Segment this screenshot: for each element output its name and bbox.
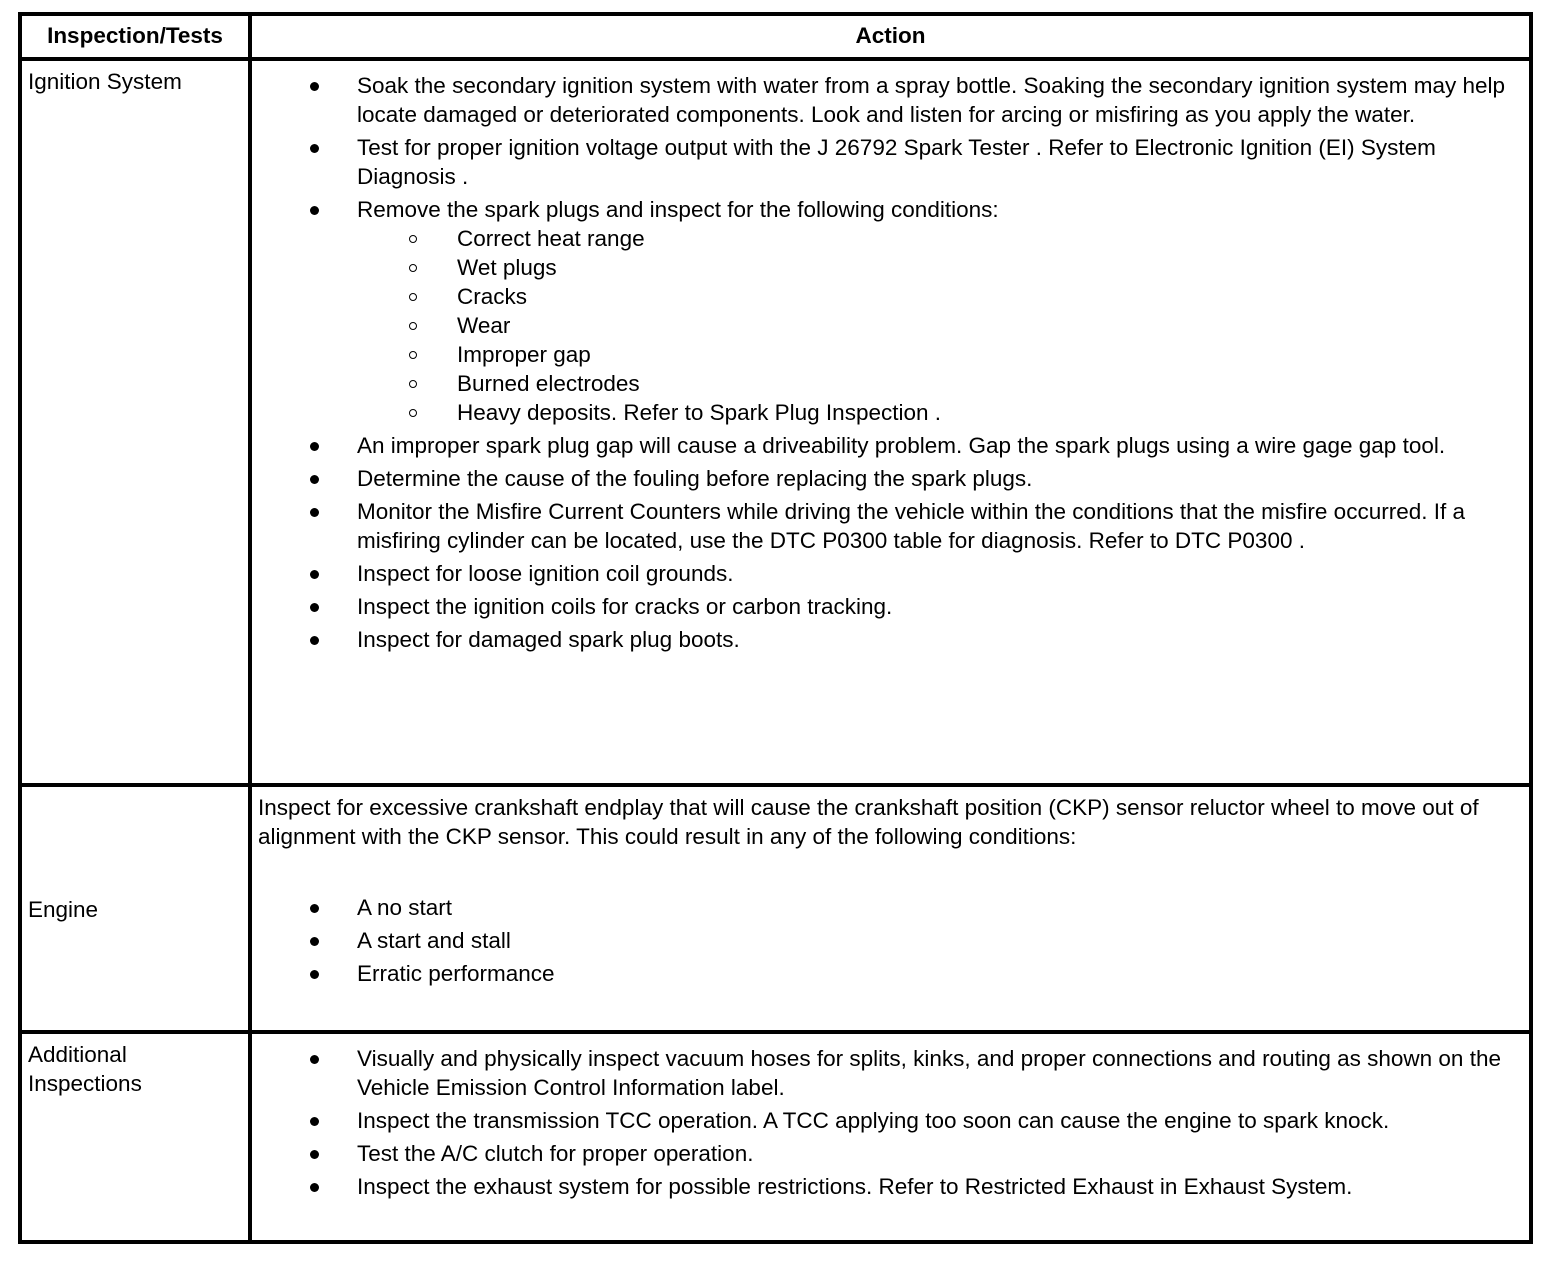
category-cell <box>22 61 248 783</box>
list-item: Inspect the transmission TCC operation. A TCC applying too soon can cause the engine to spark knock. <box>252 1106 1529 1135</box>
list-item: Determine the cause of the fouling before replacing the spark plugs. <box>252 464 1529 493</box>
list-item: A start and stall <box>252 926 1529 955</box>
list-item: Inspect for damaged spark plug boots. <box>252 625 1529 654</box>
action-cell <box>248 1034 1529 1244</box>
list-item: Inspect the ignition coils for cracks or carbon tracking. <box>252 592 1529 621</box>
list-item: Visually and physically inspect vacuum hoses for splits, kinks, and proper connections and routing as shown on the Vehicle Emission Control Information label. <box>252 1044 1529 1102</box>
category-label: Ignition System <box>28 69 182 94</box>
table-row-additional-inspections <box>22 1030 1529 1244</box>
list-item: Inspect for loose ignition coil grounds. <box>252 559 1529 588</box>
sub-bullet-list <box>357 224 1521 427</box>
action-cell <box>248 61 1529 783</box>
list-item: Test for proper ignition voltage output with the J 26792 Spark Tester . Refer to Electronic Ignition (EI) System Diagnosis . <box>252 133 1529 191</box>
bullet-list <box>252 893 1529 988</box>
diagnostic-table <box>18 12 1533 1244</box>
table-row-ignition-system <box>22 57 1529 783</box>
list-item: An improper spark plug gap will cause a driveability problem. Gap the spark plugs using a wire gage gap tool. <box>252 431 1529 460</box>
header-inspection-tests: Inspection/Tests <box>47 23 223 48</box>
table-header-row <box>22 16 1529 57</box>
sub-list-item: Correct heat range <box>357 224 1521 253</box>
bullet-list <box>252 1044 1529 1201</box>
bullet-list <box>252 71 1529 654</box>
action-cell <box>248 787 1529 1030</box>
list-item: Remove the spark plugs and inspect for the following conditions: Correct heat range Wet plugs Cracks Wear Improper gap Burned electrodes Heavy deposits. Refer to Spark Plug Inspection . <box>252 195 1529 427</box>
sub-list-item: Heavy deposits. Refer to Spark Plug Inspection . <box>357 398 1521 427</box>
list-item: Inspect the exhaust system for possible restrictions. Refer to Restricted Exhaust in Exhaust System. <box>252 1172 1529 1201</box>
intro-paragraph: Inspect for excessive crankshaft endplay that will cause the crankshaft position (CKP) sensor reluctor wheel to move out of alignment with the CKP sensor. This could result in any of the following conditions: <box>258 795 1479 849</box>
list-item: A no start <box>252 893 1529 922</box>
list-item: Erratic performance <box>252 959 1529 988</box>
list-item: Monitor the Misfire Current Counters while driving the vehicle within the conditions that the misfire occurred. If a misfiring cylinder can be located, use the DTC P0300 table for diagnosis. Refer to DTC P0300 . <box>252 497 1529 555</box>
sub-list-item: Wear <box>357 311 1521 340</box>
category-cell <box>22 787 248 1030</box>
category-cell <box>22 1034 248 1244</box>
sub-list-item: Wet plugs <box>357 253 1521 282</box>
table-row-engine <box>22 783 1529 1030</box>
header-action: Action <box>248 16 1529 57</box>
category-label: Engine <box>28 897 99 922</box>
list-item: Soak the secondary ignition system with water from a spray bottle. Soaking the secondary ignition system may help locate damaged or deteriorated components. Look and listen for arcing or misfiring as you apply the water. <box>252 71 1529 129</box>
category-label: Additional Inspections <box>28 1042 142 1096</box>
sub-list-item: Improper gap <box>357 340 1521 369</box>
sub-list-item: Cracks <box>357 282 1521 311</box>
sub-list-item: Burned electrodes <box>357 369 1521 398</box>
list-item: Test the A/C clutch for proper operation. <box>252 1139 1529 1168</box>
